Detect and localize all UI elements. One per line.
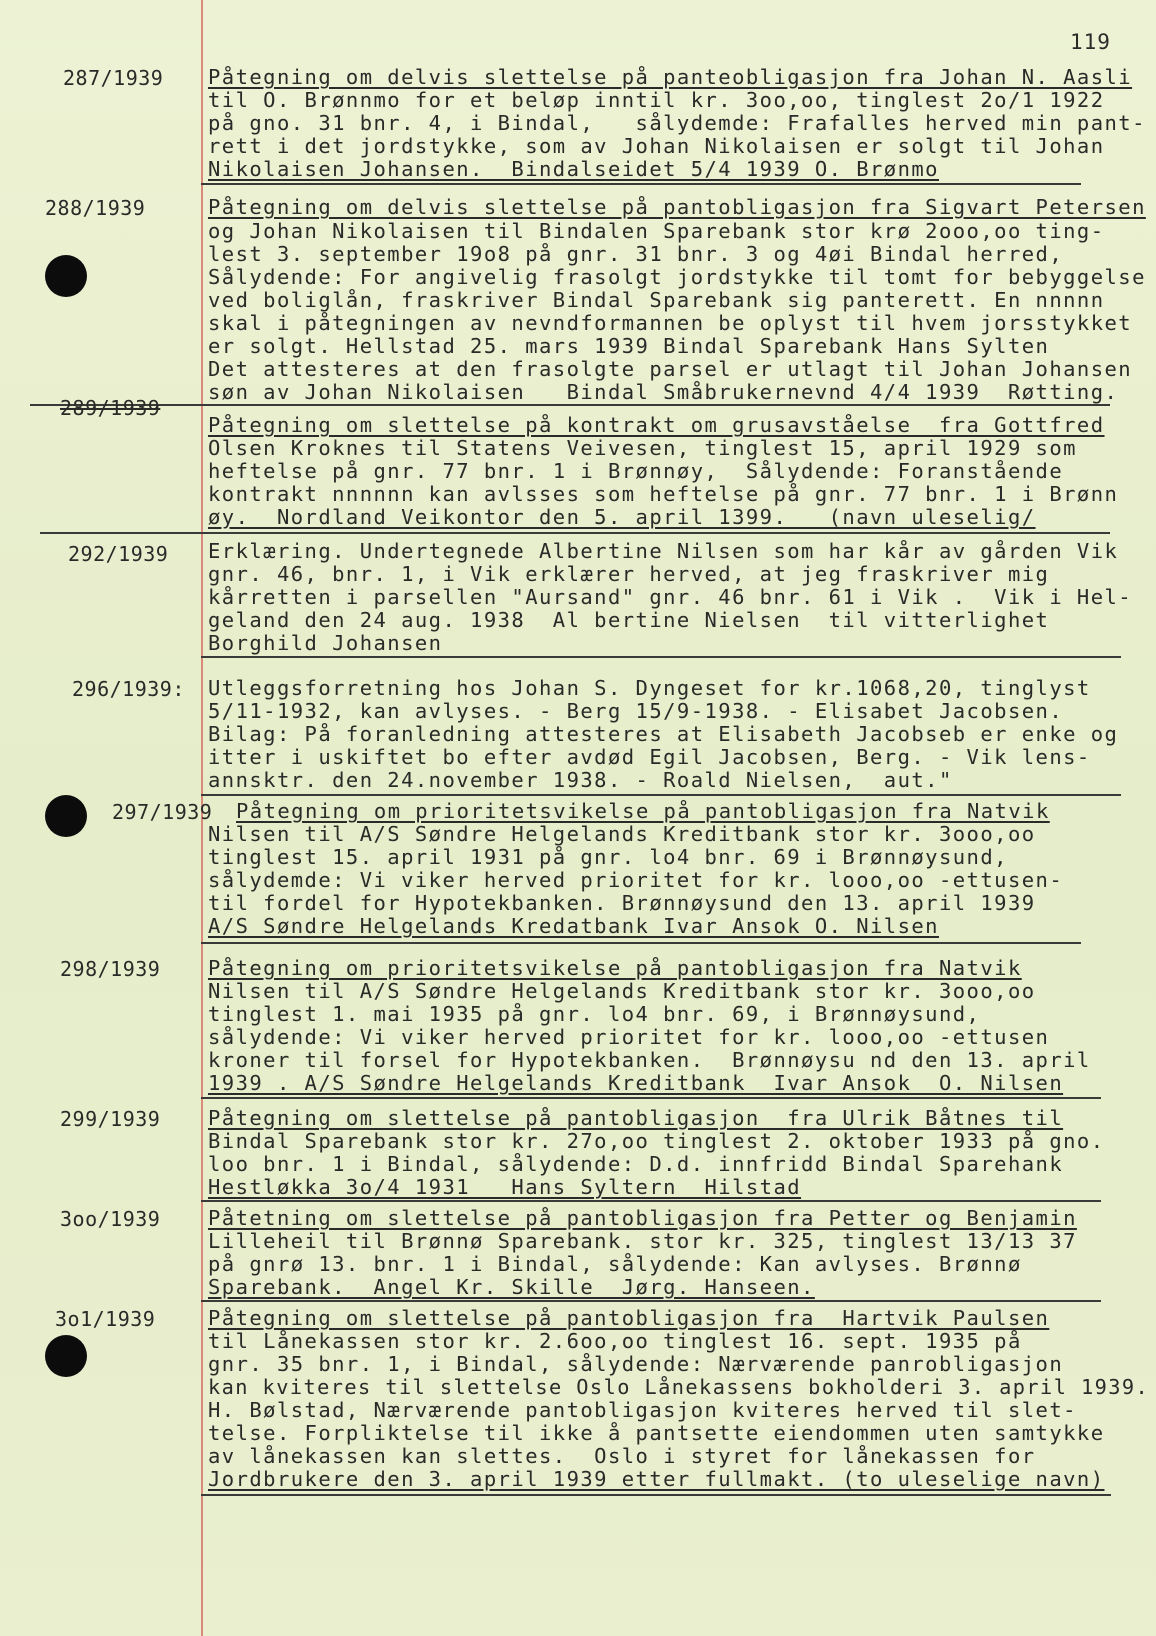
entry-line: Erklæring. Undertegnede Albertine Nilsen som har kår av gården Vik [208,539,1119,563]
entry-divider [40,532,1110,534]
entry-line: Påtegning om prioritetsvikelse på pantobligasjon fra Natvik [236,799,1050,823]
entry-line: Påtegning om delvis slettelse på panteobligasjon fra Johan N. Aasli [208,65,1133,89]
entry-line: Lilleheil til Brønnø Sparebank. stor kr. 325, tinglest 13/13 37 [208,1229,1077,1253]
entry-line: Sparebank. Angel Kr. Skille Jørg. Hanseen. [208,1275,815,1299]
entry-line: Påtetning om slettelse på pantobligasjon fra Petter og Benjamin [208,1206,1077,1230]
entry-line: til fordel for Hypotekbanken. Brønnøysund den 13. april 1939 [208,891,1036,915]
entry-line: og Johan Nikolaisen til Bindalen Sparebank stor krø 2ooo,oo ting- [208,219,1105,243]
entry-line: kroner til forsel for Hypotekbanken. Brønnøysu nd den 13. april [208,1048,1091,1072]
entry-line: av lånekassen kan slettes. Oslo i styret for lånekassen for [208,1444,1036,1468]
entry-number: 3o1/1939 [55,1307,156,1331]
entry-divider [201,1097,1101,1099]
entry-line: geland den 24 aug. 1938 Al bertine Nielsen til vitterlighet [208,608,1050,632]
entry-line: kan kviteres til slettelse Oslo Lånekassens bokholderi 3. april 1939. [208,1375,1150,1399]
entry-divider [30,404,1110,406]
entry-line: gnr. 35 bnr. 1, i Bindal, sålydende: Nærværende panrobligasjon [208,1352,1064,1376]
entry-line: på gno. 31 bnr. 4, i Bindal, sålydemde: Frafalles herved min pant- [208,111,1146,135]
punch-hole [45,255,87,297]
entry-line: Bilag: På foranledning attesteres at Elisabeth Jacobseb er enke og [208,722,1119,746]
entry-line: sålydemde: Vi viker herved prioritet for kr. looo,oo -ettusen- [208,868,1064,892]
entry-line: 5/11-1932, kan avlyses. - Berg 15/9-1938. - Elisabet Jacobsen. [208,699,1064,723]
entry-line: tinglest 15. april 1931 på gnr. lo4 bnr. 69 i Brønnøysund, [208,845,1008,869]
entry-line: Påtegning om slettelse på pantobligasjon fra Hartvik Paulsen [208,1306,1050,1330]
entry-line: Sålydende: For angivelig frasolgt jordstykke til tomt for bebyggelse [208,265,1146,289]
entry-line: A/S Søndre Helgelands Kredatbank Ivar Ansok O. Nilsen [208,914,939,938]
entry-line: telse. Forpliktelse til ikke å pantsette eiendommen uten samtykke [208,1421,1105,1445]
entry-number: 298/1939 [60,957,161,981]
entry-line: Påtegning om slettelse på pantobligasjon fra Ulrik Båtnes til [208,1106,1064,1130]
page-number: 119 [1070,30,1111,54]
entry-line: H. Bølstad, Nærværende pantobligasjon kviteres herved til slet- [208,1398,1077,1422]
entry-number: 288/1939 [45,196,146,220]
entry-line: søn av Johan Nikolaisen Bindal Småbrukernevnd 4/4 1939 Røtting. [208,380,1119,404]
entry-number: 289/1939 [60,396,161,420]
entry-divider [201,942,1081,944]
entry-number: 296/1939: [72,677,185,701]
entry-line: på gnrø 13. bnr. 1 i Bindal, sålydende: Kan avlyses. Brønnø [208,1252,1022,1276]
entry-line: loo bnr. 1 i Bindal, sålydende: D.d. innfridd Bindal Sparehank [208,1152,1064,1176]
entry-divider [201,656,1121,658]
entry-line: Borghild Johansen [208,631,443,655]
entry-number: 299/1939 [60,1107,161,1131]
entry-number: 287/1939 [63,66,164,90]
entry-line: ved boliglån, fraskriver Bindal Sparebank sig panterett. En nnnnn [208,288,1105,312]
entry-line: Bindal Sparebank stor kr. 27o,oo tinglest 2. oktober 1933 på gno. [208,1129,1105,1153]
entry-line: Det attesteres at den frasolgte parsel er utlagt til Johan Johansen [208,357,1133,381]
punch-hole [45,1335,87,1377]
entry-line: Nilsen til A/S Søndre Helgelands Kreditbank stor kr. 3ooo,oo [208,979,1036,1003]
entry-number: 3oo/1939 [60,1207,161,1231]
entry-line: Utleggsforretning hos Johan S. Dyngeset for kr.1068,20, tinglyst [208,676,1091,700]
entry-line: annsktr. den 24.november 1938. - Roald Nielsen, aut." [208,768,953,792]
entry-line: Nilsen til A/S Søndre Helgelands Kreditbank stor kr. 3ooo,oo [208,822,1036,846]
entry-line: Påtegning om delvis slettelse på pantobligasjon fra Sigvart Petersen [208,195,1146,219]
entry-line: kårretten i parsellen "Aursand" gnr. 46 bnr. 61 i Vik . Vik i Hel- [208,585,1133,609]
punch-hole [45,795,87,837]
entry-line: 1939 . A/S Søndre Helgelands Kreditbank Ivar Ansok O. Nilsen [208,1071,1064,1095]
entry-line: Jordbrukere den 3. april 1939 etter fullmakt. (to uleselige navn) [208,1467,1105,1491]
entry-line: til O. Brønnmo for et beløp inntil kr. 3oo,oo, tinglest 2o/1 1922 [208,88,1105,112]
entry-line: kontrakt nnnnnn kan avlsses som heftelse på gnr. 77 bnr. 1 i Brønn [208,482,1119,506]
entry-line: til Lånekassen stor kr. 2.6oo,oo tinglest 16. sept. 1935 på [208,1329,1022,1353]
entry-line: Nikolaisen Johansen. Bindalseidet 5/4 1939 O. Brønmo [208,157,939,181]
entry-number: 292/1939 [68,542,169,566]
entry-line: gnr. 46, bnr. 1, i Vik erklærer herved, at jeg fraskriver mig [208,562,1050,586]
entry-line: Påtegning om slettelse på kontrakt om grusavståelse fra Gottfred [208,413,1105,437]
entry-line: lest 3. september 19o8 på gnr. 31 bnr. 3 og 4øi Bindal herred, [208,242,1064,266]
entry-line: øy. Nordland Veikontor den 5. april 1399. (navn uleselig/ [208,505,1036,529]
entry-line: sålydende: Vi viker herved prioritet for kr. looo,oo -ettusen [208,1025,1050,1049]
entry-line: Påtegning om prioritetsvikelse på pantobligasjon fra Natvik [208,956,1022,980]
entry-divider [201,1200,1101,1202]
entry-divider [201,183,1081,185]
entry-line: skal i påtegningen av nevndformannen be oplyst til hvem jorsstykket [208,311,1133,335]
entry-divider [201,1494,1111,1496]
entry-line: tinglest 1. mai 1935 på gnr. lo4 bnr. 69, i Brønnøysund, [208,1002,981,1026]
entry-divider [201,1300,1101,1302]
entry-number: 297/1939 [112,800,213,824]
entry-line: itter i uskiftet bo efter avdød Egil Jacobsen, Berg. - Vik lens- [208,745,1091,769]
entry-divider [201,794,1121,796]
entry-line: Olsen Kroknes til Statens Veivesen, tinglest 15, april 1929 som [208,436,1077,460]
entry-line: heftelse på gnr. 77 bnr. 1 i Brønnøy, Sålydende: Foranstående [208,459,1064,483]
entry-line: er solgt. Hellstad 25. mars 1939 Bindal Sparebank Hans Sylten [208,334,1050,358]
entry-line: Hestløkka 3o/4 1931 Hans Syltern Hilstad [208,1175,802,1199]
entry-line: rett i det jordstykke, som av Johan Nikolaisen er solgt til Johan [208,134,1105,158]
